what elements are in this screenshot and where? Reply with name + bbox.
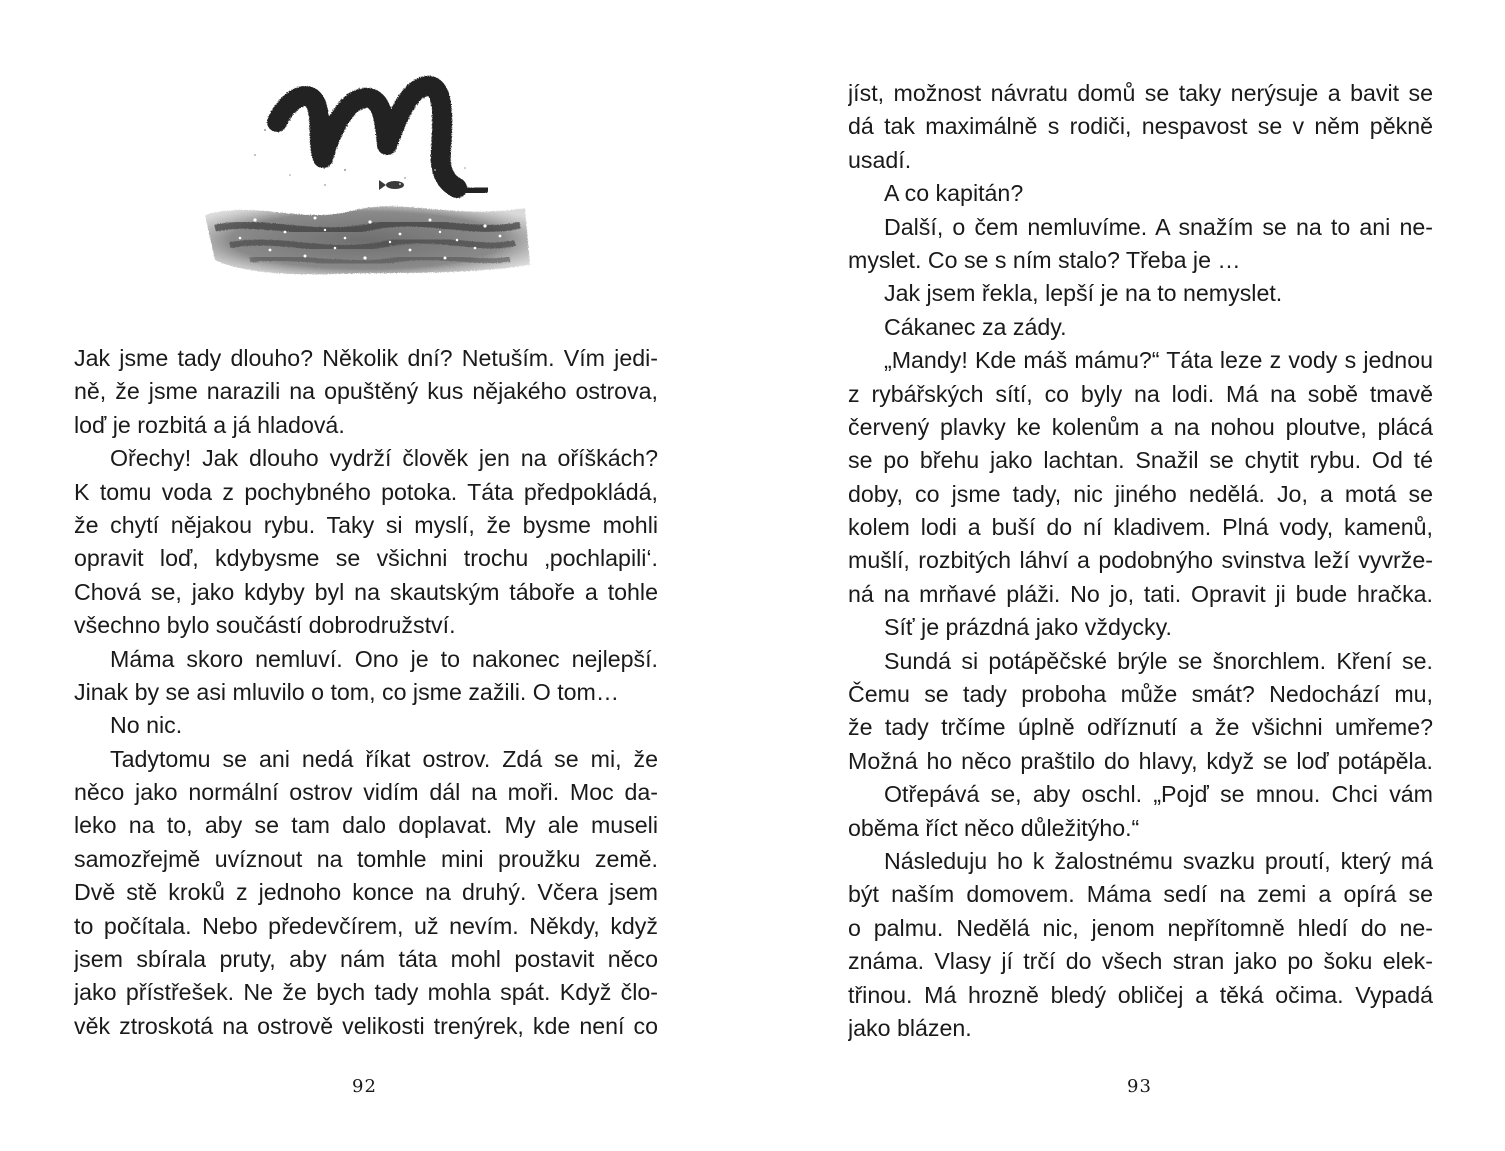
wave-letter-m-with-fish-icon [195, 60, 540, 285]
right-page [752, 0, 1505, 1151]
text-line: něco jako normální ostrov vidím dál na moři. Moc da- [74, 779, 658, 806]
text-line: K tomu voda z pochybného potoka. Táta předpokládá, [74, 478, 658, 505]
text-line: Otřepává se, aby oschl. „Pojď se mnou. Chci vám [884, 781, 1433, 808]
text-line: z rybářských sítí, co byly na lodi. Má na sobě tmavě [848, 380, 1433, 407]
text-line: to počítala. Nebo předevčírem, už nevím. Někdy, když [74, 912, 658, 939]
text-line: že chytí nějakou rybu. Taky si myslí, že bysme mohli [74, 511, 658, 538]
text-line: jako blázen. [848, 1014, 972, 1041]
text-line: Jak jsme tady dlouho? Několik dní? Netuším. Vím jedi- [74, 345, 658, 371]
text-line: Chová se, jako kdyby byl na skautským táboře a tohle [74, 578, 658, 605]
page-number-right: 93 [1127, 1076, 1152, 1097]
text-line: Jak jsem řekla, lepší je na to nemyslet. [884, 280, 1283, 307]
text-line: jsem sbírala pruty, aby nám táta mohl postavit něco [74, 946, 658, 973]
text-line: všechno bylo součástí dobrodružství. [74, 612, 456, 639]
text-line: Cákanec za zády. [884, 313, 1067, 340]
text-line: doby, co jsme tady, nic jiného nedělá. Jo, a motá se [848, 480, 1433, 507]
text-line: jako přístřešek. Ne že bych tady mohla spát. Když člo- [74, 979, 658, 1006]
right-page-text [848, 77, 1433, 1045]
left-page [0, 0, 752, 1151]
text-line: ná na mrňavé pláži. No jo, tati. Opravit ji bude hračka. [848, 580, 1433, 607]
text-line: Síť je prázdná jako vždycky. [884, 614, 1172, 641]
text-line: věk ztroskotá na ostrově velikosti trenýrek, kde není co [74, 1012, 658, 1039]
fish-icon [379, 180, 404, 190]
text-line: opravit loď, kdybysme se všichni trochu ‚pochlapili‘. [74, 545, 658, 572]
text-line: dá tak maximálně s rodiči, nespavost se v něm pěkně [848, 113, 1433, 140]
text-line: Sundá si potápěčské brýle se šnorchlem. Kření se. [884, 647, 1433, 674]
text-line: Dvě stě kroků z jednoho konce na druhý. Včera jsem [74, 879, 658, 906]
text-line: Ořechy! Jak dlouho vydrží člověk jen na oříškách? [110, 445, 658, 472]
text-line: ně, že jsme narazili na opuštěný kus nějakého ostrova, [74, 378, 658, 405]
text-line: No nic. [110, 712, 183, 739]
text-line: kolem lodi a buší do ní kladivem. Plná vody, kamenů, [848, 514, 1433, 541]
left-page-text [74, 342, 658, 1043]
text-line: Máma skoro nemluví. Ono je to nakonec nejlepší. [110, 645, 658, 672]
text-line: se po břehu jako lachtan. Snažil se chytit rybu. Od té [848, 447, 1433, 474]
text-line: myslet. Co se s ním stalo? Třeba je … [848, 246, 1241, 273]
text-line: třinou. Má hrozně bledý obličej a těká očima. Vypadá [848, 981, 1433, 1008]
text-line: mušlí, rozbitých láhví a podobnýho svinstva leží vyvrže- [848, 547, 1433, 574]
text-line: Čemu se tady proboha může smát? Nedochází mu, [848, 681, 1433, 708]
text-line: Následuju ho k žalostnému svazku proutí, který má [884, 847, 1433, 874]
text-line: usadí. [848, 146, 912, 173]
text-line: červený plavky ke kolenům a na nohou ploutve, plácá [848, 413, 1433, 440]
text-line: Další, o čem nemluvíme. A snažím se na to ani ne- [884, 213, 1433, 240]
page-number-left: 92 [352, 1076, 377, 1097]
text-line: známa. Vlasy jí trčí do všech stran jako po šoku elek- [848, 948, 1433, 975]
text-line: „Mandy! Kde máš mámu?“ Táta leze z vody s jednou [884, 347, 1433, 374]
text-line: o palmu. Nedělá nic, jenom nepřítomně hledí do ne- [848, 914, 1433, 941]
text-line: být naším domovem. Máma sedí na zemi a opírá se [848, 881, 1433, 908]
text-line: A co kapitán? [884, 180, 1024, 207]
text-line: Jinak by se asi mluvilo o tom, co jsme zažili. O tom… [74, 678, 620, 705]
text-line: Možná ho něco praštilo do hlavy, když se loď potápěla. [848, 747, 1433, 774]
text-line: loď je rozbitá a já hladová. [74, 411, 345, 438]
text-line: Tadytomu se ani nedá říkat ostrov. Zdá se mi, že [110, 745, 658, 772]
text-line: samozřejmě uvíznout na tomhle mini proužku země. [74, 845, 658, 872]
text-line: oběma říct něco důležitýho.“ [848, 814, 1140, 841]
text-line: jíst, možnost návratu domů se taky nerýsuje a bavit se [848, 80, 1433, 106]
text-line: že tady trčíme úplně odříznutí a že všichni umřeme? [848, 714, 1433, 741]
text-line: leko na to, aby se tam dalo doplavat. My ale museli [74, 812, 658, 839]
